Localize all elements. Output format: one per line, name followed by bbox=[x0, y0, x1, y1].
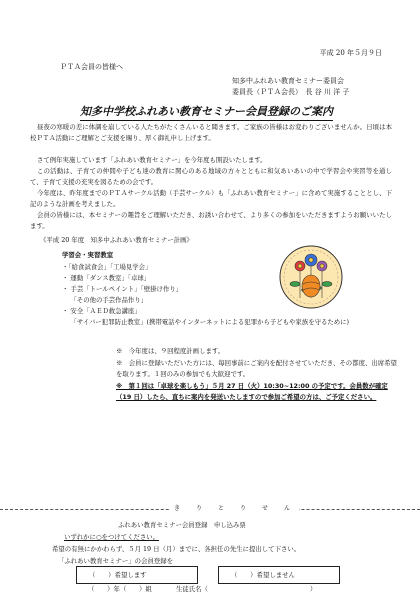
option-no-box[interactable] bbox=[218, 566, 340, 584]
plan-paragraph: 今年度は、昨年度までのＰＴＡサークル活動（手芸サークル）も「ふれあい教育セミナー」に含めて実施することとし、下記のような計画を考えました。 bbox=[30, 189, 392, 208]
plan-item: ・「給食試食会」「工場見学会」 bbox=[62, 263, 152, 271]
plan-heading: 《平成 20 年度 知多中ふれあい教育セミナー計画》 bbox=[40, 236, 193, 244]
sender-org: 知多中ふれあい教育セミナー委員会 bbox=[232, 77, 344, 85]
page-title: 知多中学校ふれあい教育セミナー会員登録のご案内 bbox=[80, 103, 333, 121]
sender-name: 委員長（ＰＴＡ会長） 長 谷 川 洋 子 bbox=[232, 88, 350, 96]
flower-illustration bbox=[278, 240, 344, 314]
option-yes-label: （ ）希望します bbox=[89, 571, 147, 579]
plan-item: 「その他の手芸作品作り」 bbox=[62, 296, 148, 304]
purpose-paragraph: この活動は、子育ての仲間や子ども達の教育に関心のある地域の方々とともに和気あいあいの中で学習会や実習等を通して、子育て支援の充実を図るための会です。 bbox=[30, 167, 392, 186]
plan-item: 「サイバー犯罪防止教室」(携帯電話やインターネットによる犯罪から子どもや家族を守るために) bbox=[62, 318, 350, 326]
issue-date: 平成 20 年５月９日 bbox=[319, 49, 382, 57]
note-count: ※ 今年度は、９回程度計画します。 bbox=[116, 347, 225, 355]
addressee: ＰＴＡ会員の皆様へ bbox=[60, 63, 123, 71]
form-question: 「ふれあい教育セミナー」の会員登録を bbox=[58, 557, 174, 565]
cut-label: き り と り せ ん bbox=[170, 503, 299, 512]
form-title: ふれあい教育セミナー会員登録 申し込み票 bbox=[118, 521, 246, 529]
announce-paragraph: さて例年実施しています「ふれあい教育セミナー」を今年度も開設いたします。 bbox=[37, 156, 267, 164]
intro-paragraph: 昼夜の寒暖の差に体調を崩している人たちがたくさんいると聞きます。ご家族の皆様はお変わりございませんか。日頃は本校ＰＴＡ活動にご理解とご支援を賜り、厚く御礼申し上げます。 bbox=[30, 123, 392, 142]
student-name-close: ） bbox=[310, 585, 317, 593]
plan-item: ・ 手芸「トールペイント」「壁掛け作り」 bbox=[62, 285, 183, 293]
option-no-label: （ ）希望しません bbox=[231, 571, 295, 579]
student-name-label: 生徒氏名（ bbox=[176, 585, 208, 593]
form-deadline: 希望の有無にかかわらず、５月 19 日（月）までに、各担任の先生に提出して下さい。 bbox=[52, 545, 301, 553]
form-instruction: いずれかに○をつけてください。 bbox=[64, 533, 160, 541]
class-field[interactable]: （ ）年（ ）組 bbox=[88, 585, 152, 593]
request-paragraph: 会員の皆様には、本セミナーの趣旨をご理解いただき、お誘い合わせて、より多くの参加をいただきますようお願いいたします。 bbox=[30, 211, 392, 230]
plan-item: ・ 運動「ダンス教室」「卓球」 bbox=[62, 274, 151, 282]
plan-item: ・ 安全「ＡＥＤ救急講座」 bbox=[62, 307, 141, 315]
note-first-session: ※ 第１回は「卓球を楽しもう」５月 27 日（火）10:30~12:00 の予定です。会員数が確定（19 日）したら、直ちに案内を発送いたしますので参加ご希望の方は、ご予定ください。 bbox=[116, 382, 388, 401]
note-registration: ※ 会員に登録いただいた方には、毎回事前にご案内を配付させていただき、その都度、出席希望を取ります。１回のみの参加でも大歓迎です。 bbox=[116, 359, 397, 378]
option-yes-box[interactable] bbox=[76, 566, 198, 584]
plan-section: 学習会・実習教室 bbox=[62, 251, 114, 259]
